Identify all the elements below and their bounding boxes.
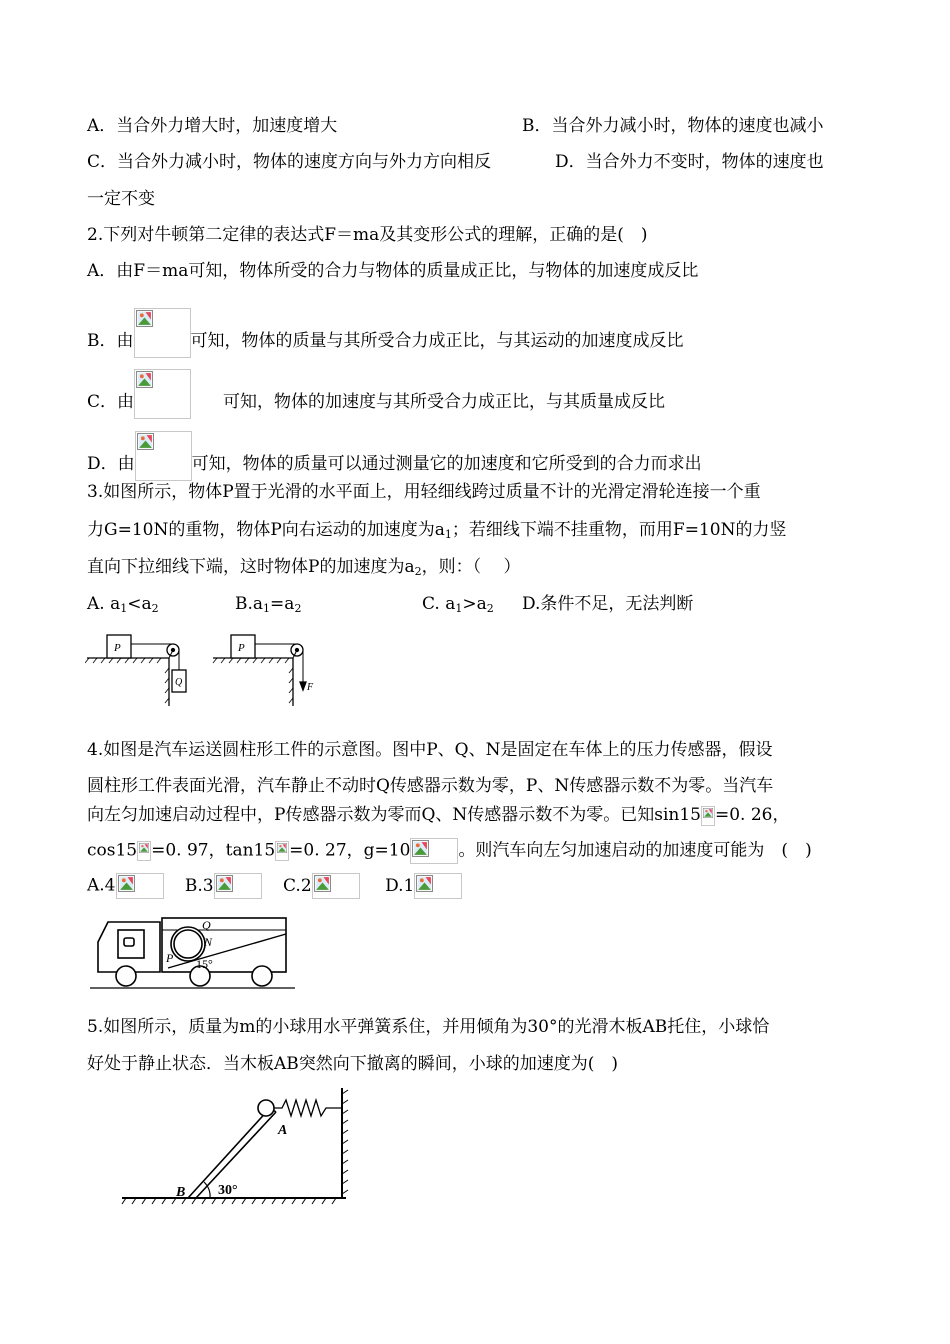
broken-image-icon [703, 808, 713, 818]
q5-incline-figure [118, 1082, 358, 1210]
q3-line2-text: 力G=10N的重物，物体P向右运动的加速度为a [87, 520, 445, 540]
q1-option-b: B．当合外力减小时，物体的速度也减小 [522, 116, 824, 136]
q2-option-b-prefix: B．由 [87, 331, 134, 351]
q3-a-mid: <a [127, 594, 152, 614]
label-p: P [114, 642, 121, 654]
q1-option-c: C．当合外力减小时，物体的速度方向与外力方向相反 [87, 152, 492, 172]
broken-image-icon [412, 840, 429, 857]
subscript: 1 [120, 602, 128, 615]
subscript: 1 [263, 602, 271, 615]
q3-stem-line1: 3.如图所示，物体P置于光滑的水平面上，用轻细线跨过质量不计的光滑定滑轮连接一个重 [87, 482, 761, 502]
broken-image-icon [118, 875, 135, 892]
q3-c-text: C. a [422, 594, 456, 614]
q3-stem-line3 [87, 555, 520, 579]
degree-image-placeholder [701, 806, 715, 826]
broken-image-icon [277, 843, 287, 853]
label-q: Q [202, 918, 211, 932]
q4-line4-g: =0. 27，g=10 [289, 840, 411, 861]
q4-line3-post: =0. 26， [715, 805, 790, 825]
degree-image-placeholder [137, 841, 151, 861]
q4-truck-figure [90, 910, 295, 992]
broken-image-icon [136, 371, 153, 388]
q2-option-b [87, 308, 684, 358]
label-p: P [238, 642, 245, 654]
q3-line3-text: 直向下拉细线下端，这时物体P的加速度为a [87, 557, 415, 577]
q4-stem-line2: 圆柱形工件表面光滑，汽车静止不动时Q传感器示数为零，P、N传感器示数不为零。当汽车 [87, 776, 774, 796]
formula-image-placeholder [134, 308, 191, 358]
label-q: Q [175, 677, 183, 688]
q3-option-a [87, 592, 159, 616]
q2-option-c-text: 可知，物体的加速度与其所受合力成正比，与其质量成反比 [223, 392, 666, 412]
subscript: 1 [455, 602, 463, 615]
q3-line2-post: ；若细线下端不挂重物，而用F=10N的力竖 [451, 520, 787, 540]
q4-stem-line3 [87, 803, 790, 827]
q2-stem: 2.下列对牛顿第二定律的表达式F＝ma及其变形公式的理解，正确的是( ) [87, 225, 648, 245]
q4-line3-text: 向左匀加速启动过程中，P传感器示数为零而Q、N传感器示数不为零。已知sin15 [87, 805, 701, 825]
label-p: P [166, 951, 174, 965]
unit-image-placeholder [214, 873, 262, 899]
subscript: 2 [486, 602, 494, 615]
label-angle: 30° [218, 1183, 238, 1198]
broken-image-icon [416, 875, 433, 892]
q4-option-d: D.1 [385, 875, 415, 896]
degree-image-placeholder [275, 841, 289, 861]
q4-stem-line1: 4.如图是汽车运送圆柱形工件的示意图。图中P、Q、N是固定在车体上的压力传感器，假设 [87, 740, 773, 760]
unit-image-placeholder [410, 838, 458, 864]
broken-image-icon [139, 843, 149, 853]
formula-image-placeholder [135, 431, 192, 481]
label-angle: 15° [196, 957, 213, 971]
q4-stem-line4 [87, 838, 812, 864]
subscript: 2 [151, 602, 159, 615]
q3-b-text: B.a [235, 594, 264, 614]
q4-line4-tan: =0. 97，tan15 [151, 840, 276, 861]
q2-option-a: A．由F＝ma可知，物体所受的合力与物体的质量成正比，与物体的加速度成反比 [87, 261, 699, 281]
q4-option-a: A.4 [87, 875, 116, 896]
label-n: N [204, 935, 213, 949]
figure-left-setup [85, 635, 186, 706]
unit-image-placeholder [116, 873, 164, 899]
q1-option-d-continued: 一定不变 [87, 189, 155, 209]
q4-option-b: B.3 [184, 875, 214, 896]
broken-image-icon [137, 433, 154, 450]
subscript: 1 [444, 528, 452, 541]
q2-option-b-text: 可知，物体的质量与其所受合力成正比，与其运动的加速度成反比 [190, 331, 684, 351]
broken-image-icon [216, 875, 233, 892]
q2-option-d-prefix: D．由 [87, 454, 135, 474]
unit-image-placeholder [312, 873, 360, 899]
q3-line3-post: ，则：（ ） [421, 557, 521, 577]
q2-option-d [87, 431, 702, 481]
q3-pulley-figure [85, 628, 325, 706]
q5-stem-line1: 5.如图所示，质量为m的小球用水平弹簧系住，并用倾角为30°的光滑木板AB托住，小球恰 [87, 1017, 770, 1037]
q3-a-text: A. a [87, 594, 121, 614]
q1-option-d: D．当合外力不变时，物体的速度也 [555, 152, 824, 172]
subscript: 2 [414, 565, 422, 578]
broken-image-icon [314, 875, 331, 892]
q3-stem-line2 [87, 518, 786, 542]
q3-b-mid: =a [270, 594, 295, 614]
unit-image-placeholder [414, 873, 462, 899]
q3-c-mid: >a [462, 594, 487, 614]
broken-image-icon [136, 310, 153, 327]
q3-option-c [422, 592, 494, 616]
q1-option-a: A．当合外力增大时，加速度增大 [87, 116, 338, 136]
q3-option-d: D.条件不足，无法判断 [522, 594, 694, 614]
formula-image-placeholder [134, 369, 191, 419]
q5-stem-line2: 好处于静止状态．当木板AB突然向下撤离的瞬间，小球的加速度为( ) [87, 1054, 619, 1074]
q4-option-c: C.2 [283, 875, 312, 896]
label-a: A [278, 1123, 288, 1138]
q2-option-c-prefix: C．由 [87, 392, 135, 412]
q4-options [87, 873, 462, 899]
subscript: 2 [294, 602, 302, 615]
q4-line4-tail: 。则汽车向左匀加速启动的加速度可能为 ( ) [458, 840, 812, 861]
label-b: B [176, 1185, 186, 1200]
q2-option-c [87, 369, 665, 419]
q3-option-b [235, 592, 301, 616]
q4-line4-cos: cos15 [87, 840, 138, 861]
figure-right-setup [213, 635, 306, 706]
label-f: F [307, 682, 314, 693]
q2-option-d-text: 可知，物体的质量可以通过测量它的加速度和它所受到的合力而求出 [191, 454, 702, 474]
truck-drawing [90, 918, 295, 988]
